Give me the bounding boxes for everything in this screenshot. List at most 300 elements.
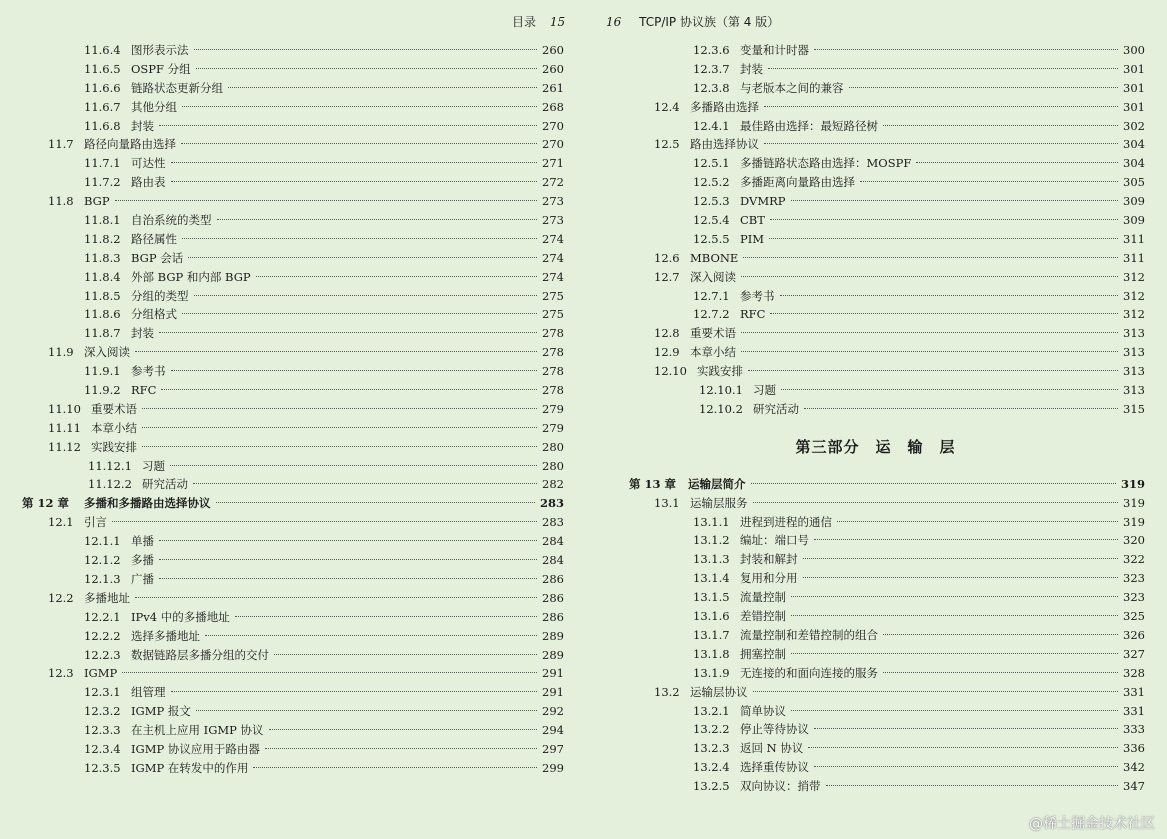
toc-entry-number: 11.6.6 <box>84 80 121 95</box>
toc-entry-page: 313 <box>1123 383 1145 398</box>
toc-entry <box>584 305 1167 324</box>
toc-entry-line <box>131 627 564 646</box>
toc-entry-number: 12.5.4 <box>693 213 730 228</box>
toc-entry-number: 第 13 章 <box>629 476 677 491</box>
toc-entry <box>0 117 583 136</box>
toc-entry-page: 320 <box>1123 533 1145 548</box>
toc-entry-line <box>91 438 564 457</box>
toc-entry-title: 重要术语 <box>91 401 137 416</box>
toc-entry-title: 深入阅读 <box>690 269 736 284</box>
toc-entry-page: 271 <box>542 156 564 171</box>
toc-entry-title: 流量控制 <box>740 590 786 605</box>
toc-entry-number: 12.3.2 <box>84 704 121 719</box>
toc-entry-title: 多播链路状态路由选择：MOSPF <box>740 156 912 171</box>
toc-entry-line <box>131 646 564 665</box>
toc-entry-line <box>131 702 564 721</box>
toc-entry-line <box>131 268 564 287</box>
left-page-number: 15 <box>549 15 566 29</box>
dot-leader <box>228 87 537 88</box>
toc-entry-number: 12.7.2 <box>693 307 730 322</box>
toc-entry-number: 13.2.2 <box>693 722 730 737</box>
toc-entry-title: 研究活动 <box>753 401 799 416</box>
dot-leader <box>182 238 537 239</box>
dot-leader <box>791 710 1118 711</box>
toc-entry-line <box>131 154 564 173</box>
toc-entry <box>0 362 583 381</box>
toc-entry-title: 广播 <box>131 571 154 586</box>
toc-entry <box>584 154 1167 173</box>
toc-entry-line <box>84 589 564 608</box>
toc-entry-number: 12.1.3 <box>84 571 121 586</box>
dot-leader <box>741 351 1118 352</box>
toc-entry-line <box>740 531 1145 550</box>
toc-entry-number: 13.1.7 <box>693 627 730 642</box>
toc-entry <box>584 173 1167 192</box>
toc-entry-title: RFC <box>740 307 766 322</box>
toc-entry <box>0 683 583 702</box>
toc-entry-line <box>84 192 564 211</box>
toc-entry-title: 单播 <box>131 534 154 549</box>
toc-entry-line <box>740 117 1145 136</box>
dot-leader <box>781 389 1118 390</box>
toc-entry-page: 282 <box>542 477 564 492</box>
toc-entry-number: 13.1.8 <box>693 646 730 661</box>
toc-entry-number: 11.8.3 <box>84 250 121 265</box>
dot-leader <box>171 162 538 163</box>
dot-leader <box>253 767 537 768</box>
toc-entry-number: 13.1.5 <box>693 590 730 605</box>
toc-entry-page: 283 <box>539 496 564 511</box>
dot-leader <box>814 728 1118 729</box>
dot-leader <box>122 672 537 673</box>
toc-entry-page: 278 <box>542 383 564 398</box>
toc-entry-line <box>740 702 1145 721</box>
toc-entry-page: 275 <box>542 288 564 303</box>
toc-entry-line <box>142 475 564 494</box>
toc-entry-line <box>740 60 1145 79</box>
toc-entry-page: 304 <box>1123 156 1145 171</box>
toc-entry-title: 多播路由选择 <box>690 99 759 114</box>
dot-leader <box>768 68 1118 69</box>
toc-entry <box>584 588 1167 607</box>
toc-entry-number: 12.10.1 <box>699 383 743 398</box>
toc-entry-number: 12.5.5 <box>693 231 730 246</box>
toc-entry <box>0 98 583 117</box>
toc-entry <box>584 626 1167 645</box>
toc-entry <box>0 532 583 551</box>
toc-entry-line <box>84 343 564 362</box>
toc-entry-number: 12.1 <box>48 515 74 530</box>
toc-entry-line <box>131 608 564 627</box>
toc-entry-number: 12.8 <box>654 326 680 341</box>
toc-entry-title: 引言 <box>84 515 107 530</box>
toc-entry <box>584 513 1167 532</box>
toc-entry-number: 12.10.2 <box>699 401 743 416</box>
toc-entry-line <box>131 230 564 249</box>
toc-entry-line <box>740 569 1145 588</box>
toc-entry-page: 313 <box>1123 364 1145 379</box>
toc-entry <box>0 457 583 476</box>
watermark: @稀土掘金技术社区 <box>1029 816 1155 832</box>
toc-entry-page: 323 <box>1123 571 1145 586</box>
toc-entry-page: 280 <box>542 439 564 454</box>
toc-entry-title: 研究活动 <box>142 477 188 492</box>
toc-entry-title: 路径向量路由选择 <box>84 137 176 152</box>
toc-entry <box>0 589 583 608</box>
toc-entry-number: 12.2.1 <box>84 609 121 624</box>
dot-leader <box>142 408 537 409</box>
toc-entry-page: 294 <box>542 723 564 738</box>
toc-entry <box>584 739 1167 758</box>
toc-entry-line <box>740 645 1145 664</box>
toc-entry-title: 本章小结 <box>690 345 736 360</box>
left-page-header <box>512 13 565 31</box>
left-toc <box>0 41 583 778</box>
dot-leader <box>194 295 538 296</box>
dot-leader <box>182 313 537 314</box>
toc-entry-number: 13.2.1 <box>693 703 730 718</box>
toc-entry-number: 11.12 <box>48 439 81 454</box>
toc-entry-number: 11.6.4 <box>84 43 121 57</box>
toc-entry-page: 291 <box>542 666 564 681</box>
toc-entry-page: 286 <box>542 609 564 624</box>
toc-entry-page: 280 <box>542 458 564 473</box>
dot-leader <box>849 87 1119 88</box>
toc-entry-page: 326 <box>1123 627 1145 642</box>
toc-entry-page: 279 <box>542 401 564 416</box>
toc-entry <box>0 740 583 759</box>
toc-entry-page: 260 <box>542 61 564 76</box>
toc-entry-title: 拥塞控制 <box>740 646 786 661</box>
dot-leader <box>770 219 1118 220</box>
toc-entry-number: 11.6.8 <box>84 118 121 133</box>
toc-entry <box>584 117 1167 136</box>
toc-entry-line <box>131 173 564 192</box>
toc-entry <box>0 551 583 570</box>
toc-entry-page: 336 <box>1123 741 1145 756</box>
dot-leader <box>216 502 535 503</box>
dot-leader <box>135 351 537 352</box>
toc-entry-page: 291 <box>542 685 564 700</box>
toc-entry-number: 12.6 <box>654 250 680 265</box>
toc-entry-line <box>740 230 1145 249</box>
toc-entry-number: 11.8.1 <box>84 213 121 228</box>
book-title: TCP/IP 协议族（第 4 版） <box>639 15 780 29</box>
toc-entry-number: 13.2 <box>654 684 680 699</box>
toc-entry-line <box>690 268 1145 287</box>
toc-entry <box>0 60 583 79</box>
toc-chapter-entry <box>0 494 583 513</box>
dot-leader <box>235 616 537 617</box>
toc-entry-title: 重要术语 <box>690 326 736 341</box>
toc-entry-number: 11.8.2 <box>84 231 121 246</box>
toc-entry-page: 327 <box>1123 646 1145 661</box>
dot-leader <box>764 143 1118 144</box>
toc-entry <box>584 230 1167 249</box>
toc-entry-number: 12.10 <box>654 364 687 379</box>
dot-leader <box>159 540 537 541</box>
toc-entry-line <box>131 79 564 98</box>
toc-entry-title: 实践安排 <box>697 364 743 379</box>
toc-entry-line <box>740 513 1145 532</box>
dot-leader <box>196 710 537 711</box>
toc-entry <box>584 287 1167 306</box>
toc-entry-page: 297 <box>542 741 564 756</box>
toc-entry <box>0 419 583 438</box>
toc-entry-title: IGMP 在转发中的作用 <box>131 760 249 775</box>
toc-entry-page: 261 <box>542 80 564 95</box>
toc-entry-title: 习题 <box>753 383 776 398</box>
toc-entry-title: 双向协议：捎带 <box>740 779 821 794</box>
toc-entry-page: 286 <box>542 571 564 586</box>
dot-leader <box>743 257 1118 258</box>
toc-entry <box>0 721 583 740</box>
dot-leader <box>171 691 538 692</box>
dot-leader <box>205 635 537 636</box>
toc-entry-title: MBONE <box>690 250 739 265</box>
toc-entry-number: 12.5.2 <box>693 175 730 190</box>
toc-entry-number: 11.8 <box>48 194 74 209</box>
toc-entry-title: 多播和多播路由选择协议 <box>84 496 211 511</box>
toc-entry-page: 292 <box>542 704 564 719</box>
dot-leader <box>814 539 1118 540</box>
toc-entry <box>0 211 583 230</box>
toc-entry-line <box>131 740 564 759</box>
toc-entry-line <box>84 513 564 532</box>
toc-entry-title: 运输层协议 <box>690 684 748 699</box>
toc-entry-line <box>84 664 564 683</box>
toc-entry-title: 参考书 <box>131 364 166 379</box>
left-header-text: 目录 <box>512 15 537 29</box>
toc-entry-line <box>740 588 1145 607</box>
toc-entry-number: 12.2.2 <box>84 628 121 643</box>
dot-leader <box>196 68 537 69</box>
dot-leader <box>135 597 537 598</box>
toc-entry-title: OSPF 分组 <box>131 61 191 76</box>
toc-entry-line <box>697 362 1145 381</box>
toc-entry-title: 本章小结 <box>91 420 137 435</box>
dot-leader <box>803 558 1119 559</box>
toc-entry-line <box>131 324 564 343</box>
toc-entry-line <box>131 211 564 230</box>
toc-entry-number: 12.1.2 <box>84 553 121 568</box>
toc-entry-page: 328 <box>1123 665 1145 680</box>
toc-entry-title: 封装和解封 <box>740 552 798 567</box>
toc-entry-title: IPv4 中的多播地址 <box>131 609 230 624</box>
toc-entry-number: 11.7 <box>48 137 74 152</box>
toc-entry <box>584 381 1167 400</box>
toc-entry-number: 12.4.1 <box>693 118 730 133</box>
toc-entry-page: 286 <box>542 590 564 605</box>
toc-entry-page: 268 <box>542 99 564 114</box>
toc-entry-title: 选择重传协议 <box>740 760 809 775</box>
toc-entry-line <box>740 287 1145 306</box>
dot-leader <box>269 729 537 730</box>
toc-entry-line <box>142 457 564 476</box>
toc-entry-line <box>131 570 564 589</box>
toc-entry-line <box>690 683 1145 702</box>
toc-entry-title: IGMP <box>84 666 118 681</box>
toc-entry <box>584 702 1167 721</box>
toc-entry-line <box>740 739 1145 758</box>
toc-entry-page: 315 <box>1123 401 1145 416</box>
toc-entry-number: 12.9 <box>654 345 680 360</box>
dot-leader <box>770 313 1118 314</box>
toc-entry-line <box>740 758 1145 777</box>
toc-entry-page: 323 <box>1123 590 1145 605</box>
toc-entry-number: 11.9.2 <box>84 383 121 398</box>
dot-leader <box>188 257 537 258</box>
toc-entry <box>584 569 1167 588</box>
toc-entry-line <box>688 475 1145 494</box>
toc-entry-title: 实践安排 <box>91 439 137 454</box>
toc-entry-number: 12.2 <box>48 590 74 605</box>
right-page-number: 16 <box>606 15 622 29</box>
toc-entry-page: 311 <box>1123 231 1145 246</box>
toc-entry-title: 简单协议 <box>740 703 786 718</box>
dot-leader <box>916 162 1118 163</box>
toc-entry <box>0 627 583 646</box>
dot-leader <box>748 370 1118 371</box>
toc-entry-title: 差错控制 <box>740 609 786 624</box>
toc-entry <box>584 249 1167 268</box>
dot-leader <box>791 596 1118 597</box>
toc-entry-title: 参考书 <box>740 288 775 303</box>
toc-entry-page: 283 <box>542 515 564 530</box>
dot-leader <box>170 465 537 466</box>
toc-entry-page: 278 <box>542 345 564 360</box>
toc-entry-line <box>740 550 1145 569</box>
dot-leader <box>791 653 1118 654</box>
toc-entry <box>584 607 1167 626</box>
toc-entry-title: 无连接的和面向连接的服务 <box>740 665 878 680</box>
dot-leader <box>159 332 537 333</box>
right-toc <box>584 41 1167 796</box>
toc-entry-number: 13.1.6 <box>693 609 730 624</box>
toc-entry-number: 11.6.7 <box>84 99 121 114</box>
toc-entry <box>584 192 1167 211</box>
toc-entry-page: 301 <box>1123 80 1145 95</box>
toc-entry-title: BGP 会话 <box>131 250 184 265</box>
dot-leader <box>791 615 1118 616</box>
toc-entry-number: 12.5.3 <box>693 194 730 209</box>
toc-entry-page: 312 <box>1123 288 1145 303</box>
dot-leader <box>159 125 537 126</box>
toc-entry <box>584 645 1167 664</box>
toc-entry-title: 可达性 <box>131 156 166 171</box>
toc-entry-page: 301 <box>1123 99 1145 114</box>
dot-leader <box>769 238 1118 239</box>
toc-entry-title: IGMP 报文 <box>131 704 191 719</box>
toc-entry <box>584 211 1167 230</box>
toc-entry-number: 13.2.3 <box>693 741 730 756</box>
toc-entry-line <box>690 494 1145 513</box>
toc-entry-page: 304 <box>1123 137 1145 152</box>
toc-entry-title: BGP <box>84 194 110 209</box>
toc-entry-title: DVMRP <box>740 194 786 209</box>
toc-entry-line <box>740 211 1145 230</box>
toc-entry-number: 11.8.6 <box>84 307 121 322</box>
toc-entry-page: 319 <box>1120 476 1145 491</box>
toc-entry-line <box>740 664 1145 683</box>
toc-entry-number: 11.9.1 <box>84 364 121 379</box>
toc-entry <box>584 60 1167 79</box>
toc-entry-number: 12.3.8 <box>693 80 730 95</box>
toc-entry-number: 12.3.6 <box>693 43 730 57</box>
toc-entry-title: 路由表 <box>131 175 166 190</box>
toc-entry-page: 273 <box>542 194 564 209</box>
toc-entry-page: 322 <box>1123 552 1145 567</box>
toc-entry-page: 274 <box>542 250 564 265</box>
toc-entry-title: 返回 N 协议 <box>740 741 804 756</box>
dot-leader <box>256 276 537 277</box>
toc-entry-title: 分组的类型 <box>131 288 189 303</box>
dot-leader <box>860 181 1118 182</box>
toc-entry-line <box>740 720 1145 739</box>
toc-entry-number: 11.7.2 <box>84 175 121 190</box>
toc-entry-number: 12.7 <box>654 269 680 284</box>
toc-entry-number: 12.2.3 <box>84 647 121 662</box>
dot-leader <box>159 559 537 560</box>
toc-entry <box>0 41 583 60</box>
dot-leader <box>814 766 1118 767</box>
dot-leader <box>217 219 538 220</box>
toc-entry-title: 多播地址 <box>84 590 130 605</box>
toc-entry-number: 12.5 <box>654 137 680 152</box>
toc-entry-line <box>131 98 564 117</box>
toc-entry <box>584 664 1167 683</box>
toc-entry-number: 11.12.1 <box>88 458 132 473</box>
toc-entry-number: 11.10 <box>48 401 81 416</box>
toc-entry-line <box>740 79 1145 98</box>
toc-entry-line <box>84 494 564 513</box>
toc-entry-title: 组管理 <box>131 685 166 700</box>
toc-entry-number: 12.1.1 <box>84 534 121 549</box>
toc-entry-line <box>740 777 1145 796</box>
toc-entry-line <box>131 41 564 60</box>
toc-entry <box>0 400 583 419</box>
toc-entry <box>0 646 583 665</box>
toc-entry-page: 260 <box>542 43 564 57</box>
toc-entry-title: 封装 <box>131 326 154 341</box>
toc-entry-line <box>740 41 1145 60</box>
toc-entry-line <box>690 249 1145 268</box>
toc-entry-number: 11.8.4 <box>84 269 121 284</box>
toc-entry-title: 路径属性 <box>131 231 177 246</box>
toc-entry-title: 习题 <box>142 458 165 473</box>
toc-entry-number: 13.1.1 <box>693 514 730 529</box>
toc-entry-number: 13.2.4 <box>693 760 730 775</box>
dot-leader <box>826 785 1119 786</box>
toc-entry <box>0 702 583 721</box>
toc-entry-number: 11.9 <box>48 345 74 360</box>
toc-entry-title: 数据链路层多播分组的交付 <box>131 647 269 662</box>
toc-entry <box>0 287 583 306</box>
dot-leader <box>194 49 538 50</box>
toc-entry-title: 最佳路由选择：最短路径树 <box>740 118 878 133</box>
toc-entry-page: 309 <box>1123 213 1145 228</box>
toc-entry-title: 流量控制和差错控制的组合 <box>740 627 878 642</box>
toc-entry-number: 12.3.5 <box>84 760 121 775</box>
toc-entry-line <box>131 551 564 570</box>
toc-entry-page: 302 <box>1123 118 1145 133</box>
toc-entry-title: 编址：端口号 <box>740 533 809 548</box>
dot-leader <box>115 200 537 201</box>
toc-entry-line <box>131 683 564 702</box>
toc-entry-line <box>690 324 1145 343</box>
dot-leader <box>182 106 537 107</box>
toc-entry-title: 自治系统的类型 <box>131 213 212 228</box>
